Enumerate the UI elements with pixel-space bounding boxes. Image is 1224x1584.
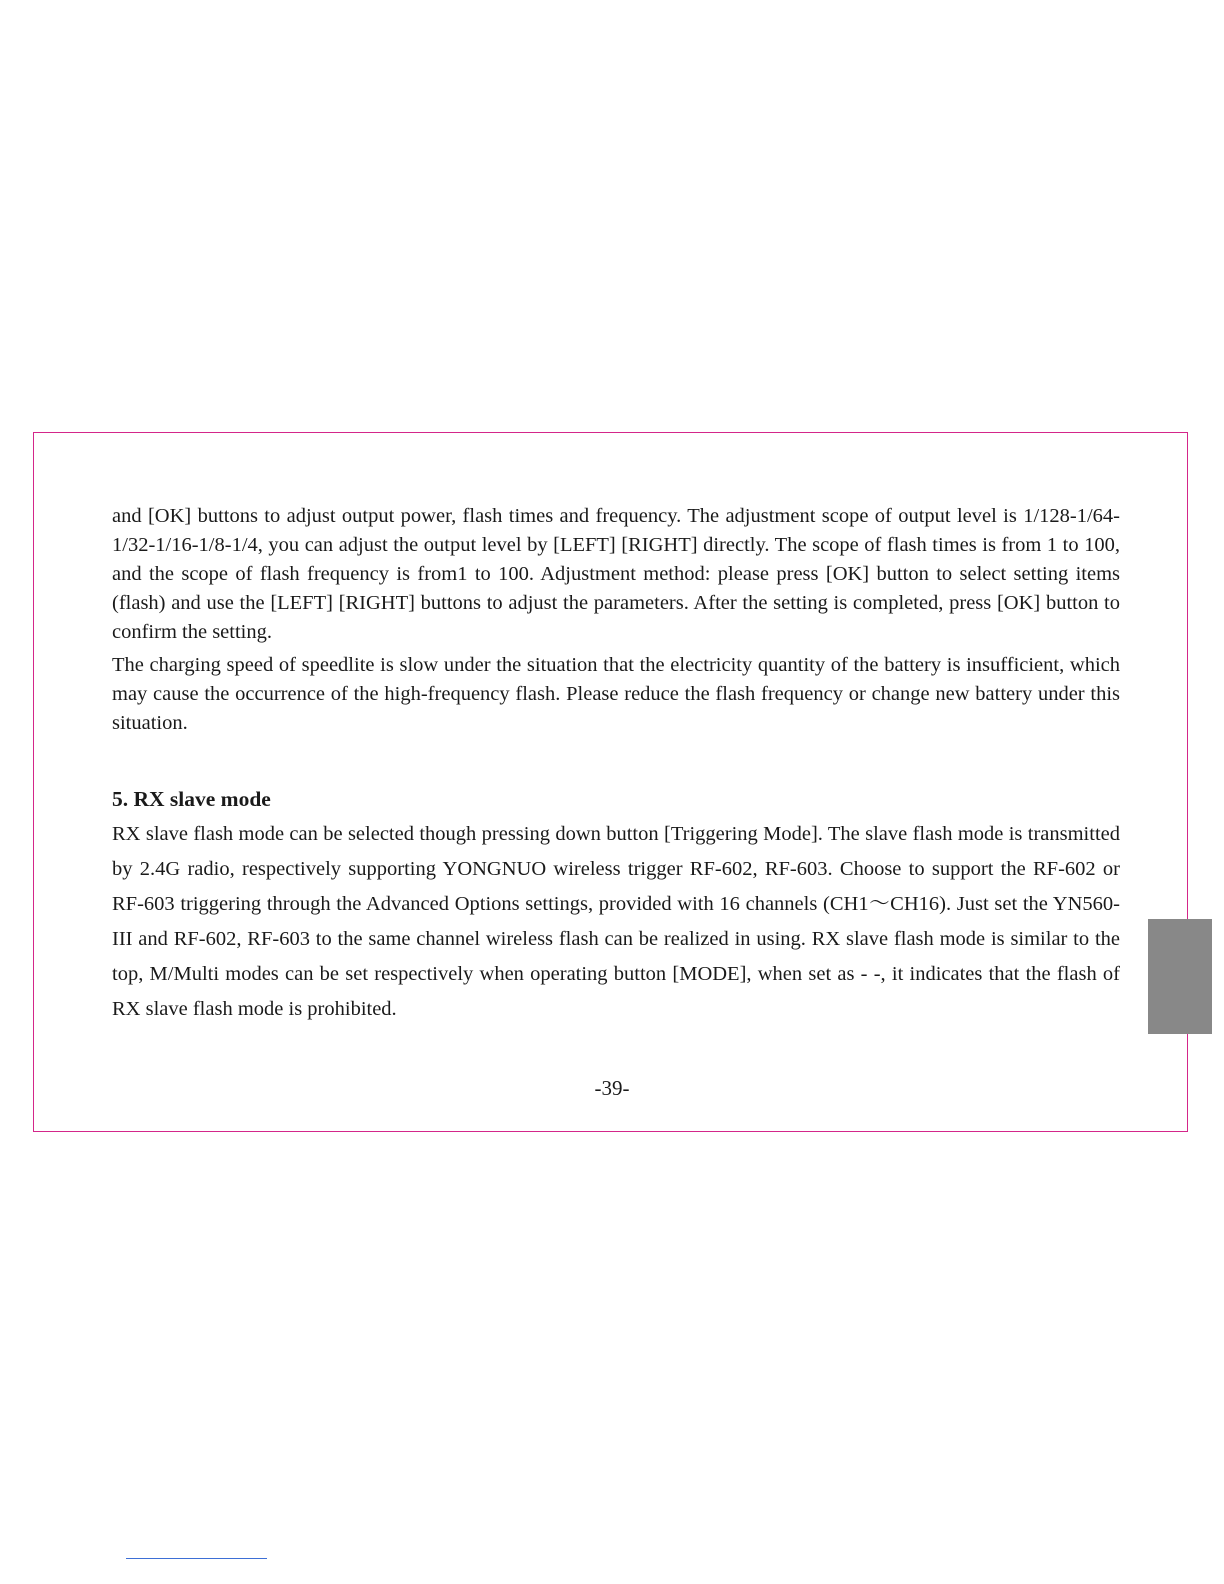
page-content	[112, 502, 1120, 1027]
paragraph-rx-slave-mode: RX slave flash mode can be selected though pressing down button [Triggering Mode]. The slave flash mode is transmitted by 2.4G radio, respectively supporting YONGNUO wireless trigger RF-602, RF-603. Choose to support the RF-602 or RF-603 triggering through the Advanced Options settings, provided with 16 channels (CH1～CH16). Just set the YN560-III and RF-602, RF-603 to the same channel wireless flash can be realized in using. RX slave flash mode is similar to the top, M/Multi modes can be set respectively when operating button [MODE], when set as - -, it indicates that the flash of RX slave flash mode is prohibited.	[112, 823, 1120, 1020]
section-heading-rx-slave-mode: 5. RX slave mode	[112, 787, 271, 811]
page-number: -39-	[594, 1076, 630, 1100]
paragraph-output-adjustment: and [OK] buttons to adjust output power, flash times and frequency. The adjustment scope of output level is 1/128-1/64-1/32-1/16-1/8-1/4, you can adjust the output level by [LEFT] [RIGHT] directly. The scope of flash times is from 1 to 100, and the scope of flash frequency is from1 to 100. Adjustment method: please press [OK] button to select setting items (flash) and use the [LEFT] [RIGHT] buttons to adjust the parameters. After the setting is completed, press [OK] button to confirm the setting.	[112, 505, 1120, 643]
paragraph-charging-speed: The charging speed of speedlite is slow under the situation that the electricity quantity of the battery is insufficient, which may cause the occurrence of the high-frequency flash. Please reduce the flash frequency or change new battery under this situation.	[112, 654, 1120, 734]
footer-rule	[126, 1558, 267, 1559]
side-index-tab	[1148, 919, 1212, 1034]
